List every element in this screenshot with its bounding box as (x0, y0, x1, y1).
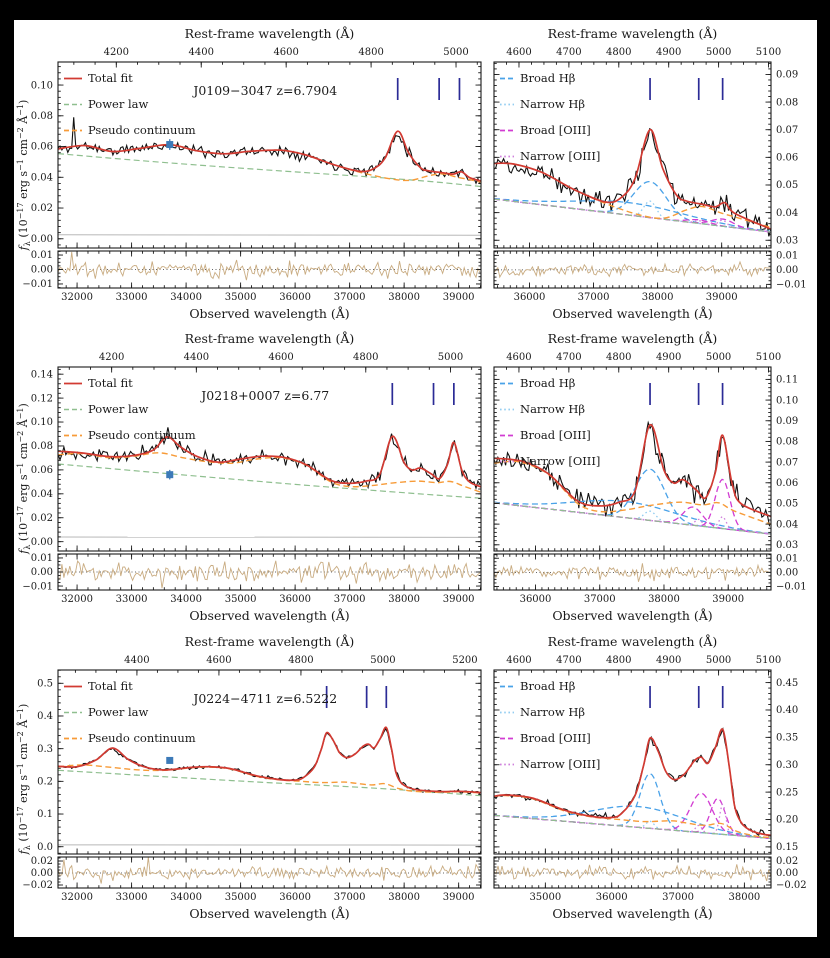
tick-label: 0.00 (30, 868, 53, 880)
tick-label: 4600 (273, 47, 299, 58)
tick-label: 4700 (556, 352, 582, 363)
tick-label: 0.10 (776, 395, 799, 407)
r1R-legend-label-0: Broad Hβ (520, 71, 576, 85)
tick-label: 0.04 (776, 207, 799, 219)
tick-label: 37000 (577, 292, 610, 303)
r1R-legend (500, 71, 600, 163)
tick-label: 0.01 (776, 250, 799, 262)
r2R-legend-label-3: Narrow [OIII] (520, 454, 601, 468)
tick-label: 35000 (224, 892, 257, 903)
tick-label: 38000 (388, 292, 421, 303)
r1L-residual-line (58, 252, 480, 280)
tick-label: 0.1 (37, 809, 53, 821)
tick-label: 38000 (641, 292, 674, 303)
r3R-legend-label-2: Broad [OIII] (520, 731, 591, 745)
tick-label: 0.06 (30, 465, 53, 477)
tick-label: 33000 (115, 292, 148, 303)
tick-label: 4900 (655, 47, 682, 58)
tick-label: 4600 (506, 47, 532, 58)
tick-label: 4800 (288, 655, 314, 666)
r1L-phot-point (166, 141, 173, 148)
r2L-total-fit-line (58, 436, 481, 487)
panel-r1L (16, 26, 481, 321)
tick-label: 36000 (279, 594, 312, 605)
tick-label: 5000 (437, 352, 464, 363)
r2L-legend-label-1: Power law (88, 402, 149, 416)
tick-label: −0.02 (776, 880, 807, 892)
tick-label: 39000 (442, 292, 475, 303)
tick-label: 0.03 (776, 235, 799, 247)
r1R-line-markers (650, 78, 723, 100)
tick-label: 0.10 (30, 80, 53, 92)
tick-label: 39000 (442, 594, 475, 605)
tick-label: 34000 (170, 594, 203, 605)
r2R-broad-oiii-line-1 (494, 479, 771, 534)
tick-label: 0.45 (776, 677, 799, 689)
r3L-yaxis-label: $f_\lambda$ ($10^{-17}$ erg $s^{-1}$ $cm^{-2}$ $Å^{-1}$) (16, 703, 32, 855)
tick-label: 0.14 (30, 369, 53, 381)
r2R-xaxis-label: Observed wavelength (Å) (552, 608, 713, 623)
tick-label: 4400 (183, 352, 210, 363)
tick-label: 0.00 (776, 265, 799, 277)
r3R-legend-label-0: Broad Hβ (520, 679, 576, 693)
tick-label: 39000 (705, 292, 738, 303)
tick-label: 0.05 (776, 498, 799, 510)
r3R-spectrum-line (494, 729, 771, 836)
tick-label: 0.08 (776, 436, 799, 448)
r1L-yaxis-label: $f_\lambda$ ($10^{-17}$ erg $s^{-1}$ $cm^{-2}$ $Å^{-1}$) (16, 99, 32, 251)
tick-label: 0.00 (30, 567, 53, 579)
tick-label: 32000 (61, 292, 93, 303)
tick-label: −0.01 (22, 581, 53, 593)
tick-label: 0.00 (776, 868, 799, 880)
tick-label: 0.01 (30, 553, 53, 565)
tick-label: 4800 (606, 47, 632, 58)
tick-label: 5100 (755, 47, 782, 58)
r2L-top-xaxis-label: Rest-frame wavelength (Å) (184, 331, 355, 346)
tick-label: 5000 (705, 47, 732, 58)
tick-label: 0.03 (776, 539, 799, 551)
tick-label: 39000 (712, 594, 745, 605)
tick-label: 0.30 (776, 759, 799, 771)
r2L-phot-point (166, 471, 173, 478)
r2L-legend (64, 376, 196, 442)
r1R-legend-label-1: Narrow Hβ (520, 97, 586, 111)
r2L-pseudo-continuum-line (58, 453, 481, 493)
tick-label: −0.02 (22, 880, 53, 892)
r2R-residual-line (494, 563, 770, 582)
r3L-top-xaxis-label: Rest-frame wavelength (Å) (184, 634, 355, 649)
tick-label: 0.02 (30, 512, 53, 524)
r3L-phot-point (166, 757, 173, 764)
tick-label: 0.0 (37, 841, 53, 853)
tick-label: 0.09 (776, 415, 799, 427)
tick-label: 39000 (442, 892, 475, 903)
tick-label: 0.08 (30, 111, 53, 123)
tick-label: 4600 (506, 655, 532, 666)
tick-label: 4800 (353, 352, 379, 363)
tick-label: 32000 (61, 594, 93, 605)
tick-label: 4600 (506, 352, 532, 363)
r2L-legend-label-0: Total fit (88, 376, 133, 390)
tick-label: 0.35 (776, 732, 799, 744)
r3L-legend-label-2: Pseudo continuum (88, 731, 196, 745)
tick-label: 0.01 (776, 553, 799, 565)
tick-label: 0.02 (30, 856, 53, 868)
tick-label: 4800 (606, 655, 632, 666)
r3L-legend (64, 679, 196, 745)
tick-label: 4400 (124, 655, 150, 666)
tick-label: 0.20 (776, 814, 799, 826)
r2R-line-markers (650, 383, 723, 405)
r2R-top-xaxis-label: Rest-frame wavelength (Å) (547, 331, 718, 346)
r1R-legend-label-2: Broad [OIII] (520, 123, 591, 137)
tick-label: 4900 (655, 352, 682, 363)
tick-label: 0.06 (776, 477, 799, 489)
r3R-narrow-oiii-line-1 (494, 804, 771, 838)
r3L-residual-axes (58, 857, 481, 888)
r3R-ticks (494, 670, 771, 888)
tick-label: 0.08 (30, 441, 53, 453)
tick-label: 0.07 (776, 124, 799, 136)
r1L-total-fit-line (58, 131, 481, 181)
r3L-title: J0224−4711 z=6.5222 (193, 691, 338, 706)
tick-label: 0.15 (776, 842, 799, 854)
tick-label: 4800 (358, 47, 384, 58)
r3L-legend-label-0: Total fit (88, 679, 133, 693)
r2R-ticks (494, 367, 771, 590)
r3L-residual-line (58, 857, 480, 883)
tick-label: 35000 (224, 594, 257, 605)
r1R-xaxis-label: Observed wavelength (Å) (552, 306, 713, 321)
r2L-xaxis-label: Observed wavelength (Å) (189, 608, 350, 623)
r3R-xaxis-label: Observed wavelength (Å) (552, 906, 713, 921)
tick-label: 0.06 (776, 152, 799, 164)
tick-label: 35000 (224, 292, 257, 303)
r2R-legend-label-1: Narrow Hβ (520, 402, 586, 416)
tick-label: 38000 (388, 892, 421, 903)
r2R-legend-label-2: Broad [OIII] (520, 428, 591, 442)
tick-label: 0.07 (776, 457, 799, 469)
panel-r1R (494, 26, 807, 321)
r1L-line-markers (398, 78, 460, 100)
r3L-xaxis-label: Observed wavelength (Å) (189, 906, 350, 921)
tick-label: 0.4 (37, 711, 53, 723)
r1L-title: J0109−3047 z=6.7904 (193, 83, 338, 98)
tick-label: 4800 (606, 352, 632, 363)
panel-r3R (494, 634, 807, 921)
tick-label: 33000 (115, 594, 148, 605)
tick-label: 0.25 (776, 787, 799, 799)
r3R-broad-hb-line-0 (494, 774, 771, 839)
r1L-top-xaxis-label: Rest-frame wavelength (Å) (184, 26, 355, 41)
tick-label: 38000 (388, 594, 421, 605)
tick-label: 0.12 (30, 393, 53, 405)
r3R-line-markers (650, 686, 723, 708)
r1L-legend (64, 71, 196, 137)
tick-label: 0.04 (30, 172, 53, 184)
r2L-title: J0218+0007 z=6.77 (201, 388, 330, 403)
r2R-legend (500, 376, 600, 468)
tick-label: 0.05 (776, 180, 799, 192)
tick-label: 0.04 (30, 489, 53, 501)
tick-label: 0.3 (37, 743, 53, 755)
tick-label: −0.01 (22, 279, 53, 291)
tick-label: 0.11 (776, 374, 799, 386)
tick-label: 34000 (170, 892, 203, 903)
r1R-total-fit-line (494, 130, 771, 230)
tick-label: 37000 (333, 292, 366, 303)
r3R-legend-label-1: Narrow Hβ (520, 705, 586, 719)
r3R-legend (500, 679, 600, 771)
tick-label: 0.00 (30, 264, 53, 276)
tick-label: 0.09 (776, 69, 799, 81)
r3R-curves (494, 729, 771, 838)
tick-label: 0.00 (776, 567, 799, 579)
panel-r2R (494, 331, 807, 623)
tick-label: 4200 (103, 47, 130, 58)
tick-label: 5000 (370, 655, 396, 666)
panel-r3L (16, 634, 481, 921)
r2L-residual-line (58, 561, 480, 588)
tick-label: 0.10 (30, 417, 53, 429)
r1L-xaxis-label: Observed wavelength (Å) (189, 306, 350, 321)
r1L-power-law-line (58, 154, 481, 187)
tick-label: 35000 (529, 892, 562, 903)
tick-label: 34000 (170, 292, 203, 303)
tick-label: 32000 (61, 892, 93, 903)
r1L-legend-label-2: Pseudo continuum (88, 123, 196, 137)
tick-label: −0.01 (776, 279, 807, 291)
tick-label: 0.00 (30, 233, 53, 245)
tick-label: 37000 (662, 892, 694, 903)
r2L-legend-label-2: Pseudo continuum (88, 428, 196, 442)
tick-label: 0.5 (37, 678, 53, 690)
tick-label: 5000 (705, 655, 732, 666)
tick-label: 36000 (513, 292, 546, 303)
tick-label: 0.2 (37, 776, 53, 788)
tick-label: 0.02 (30, 203, 53, 215)
tick-label: 36000 (279, 292, 312, 303)
tick-label: 38000 (728, 892, 761, 903)
tick-label: 33000 (115, 892, 148, 903)
r3R-top-xaxis-label: Rest-frame wavelength (Å) (547, 634, 718, 649)
r1R-legend-label-3: Narrow [OIII] (520, 149, 601, 163)
tick-label: 0.00 (30, 536, 53, 548)
r2R-legend-label-0: Broad Hβ (520, 376, 576, 390)
r3R-legend-label-3: Narrow [OIII] (520, 757, 601, 771)
r1R-curves (494, 129, 771, 237)
tick-label: −0.01 (776, 581, 807, 593)
tick-label: 37000 (333, 892, 366, 903)
r1L-legend-label-1: Power law (88, 97, 149, 111)
tick-label: 4700 (556, 47, 582, 58)
r3L-legend-label-1: Power law (88, 705, 149, 719)
tick-label: 5200 (452, 655, 478, 666)
tick-label: 0.01 (30, 250, 53, 262)
tick-label: 4900 (655, 655, 682, 666)
r1R-top-xaxis-label: Rest-frame wavelength (Å) (547, 26, 718, 41)
r1R-tick-labels (506, 47, 806, 303)
r1L-legend-label-0: Total fit (88, 71, 133, 85)
tick-label: 0.04 (776, 519, 799, 531)
panel-r2L (16, 331, 481, 623)
tick-label: 5000 (705, 352, 732, 363)
tick-label: 36000 (519, 594, 552, 605)
tick-label: 0.08 (776, 97, 799, 109)
tick-label: 5100 (755, 352, 782, 363)
tick-label: 0.06 (30, 141, 53, 153)
r2L-line-markers (392, 383, 454, 405)
tick-label: 4600 (268, 352, 294, 363)
tick-label: 4600 (206, 655, 232, 666)
tick-label: 4400 (188, 47, 214, 58)
r2L-curves (58, 427, 481, 537)
tick-label: 4700 (556, 655, 582, 666)
tick-label: 0.40 (776, 705, 799, 717)
tick-label: 0.02 (776, 856, 799, 868)
r2L-yaxis-label: $f_\lambda$ ($10^{-17}$ erg $s^{-1}$ $cm^{-2}$ $Å^{-1}$) (16, 403, 32, 554)
tick-label: 5100 (755, 655, 782, 666)
tick-label: 4200 (98, 352, 125, 363)
tick-label: 37000 (583, 594, 616, 605)
tick-label: 37000 (333, 594, 366, 605)
tick-label: 36000 (595, 892, 628, 903)
tick-label: 38000 (648, 594, 680, 605)
tick-label: 5000 (443, 47, 469, 58)
tick-label: 36000 (279, 892, 312, 903)
